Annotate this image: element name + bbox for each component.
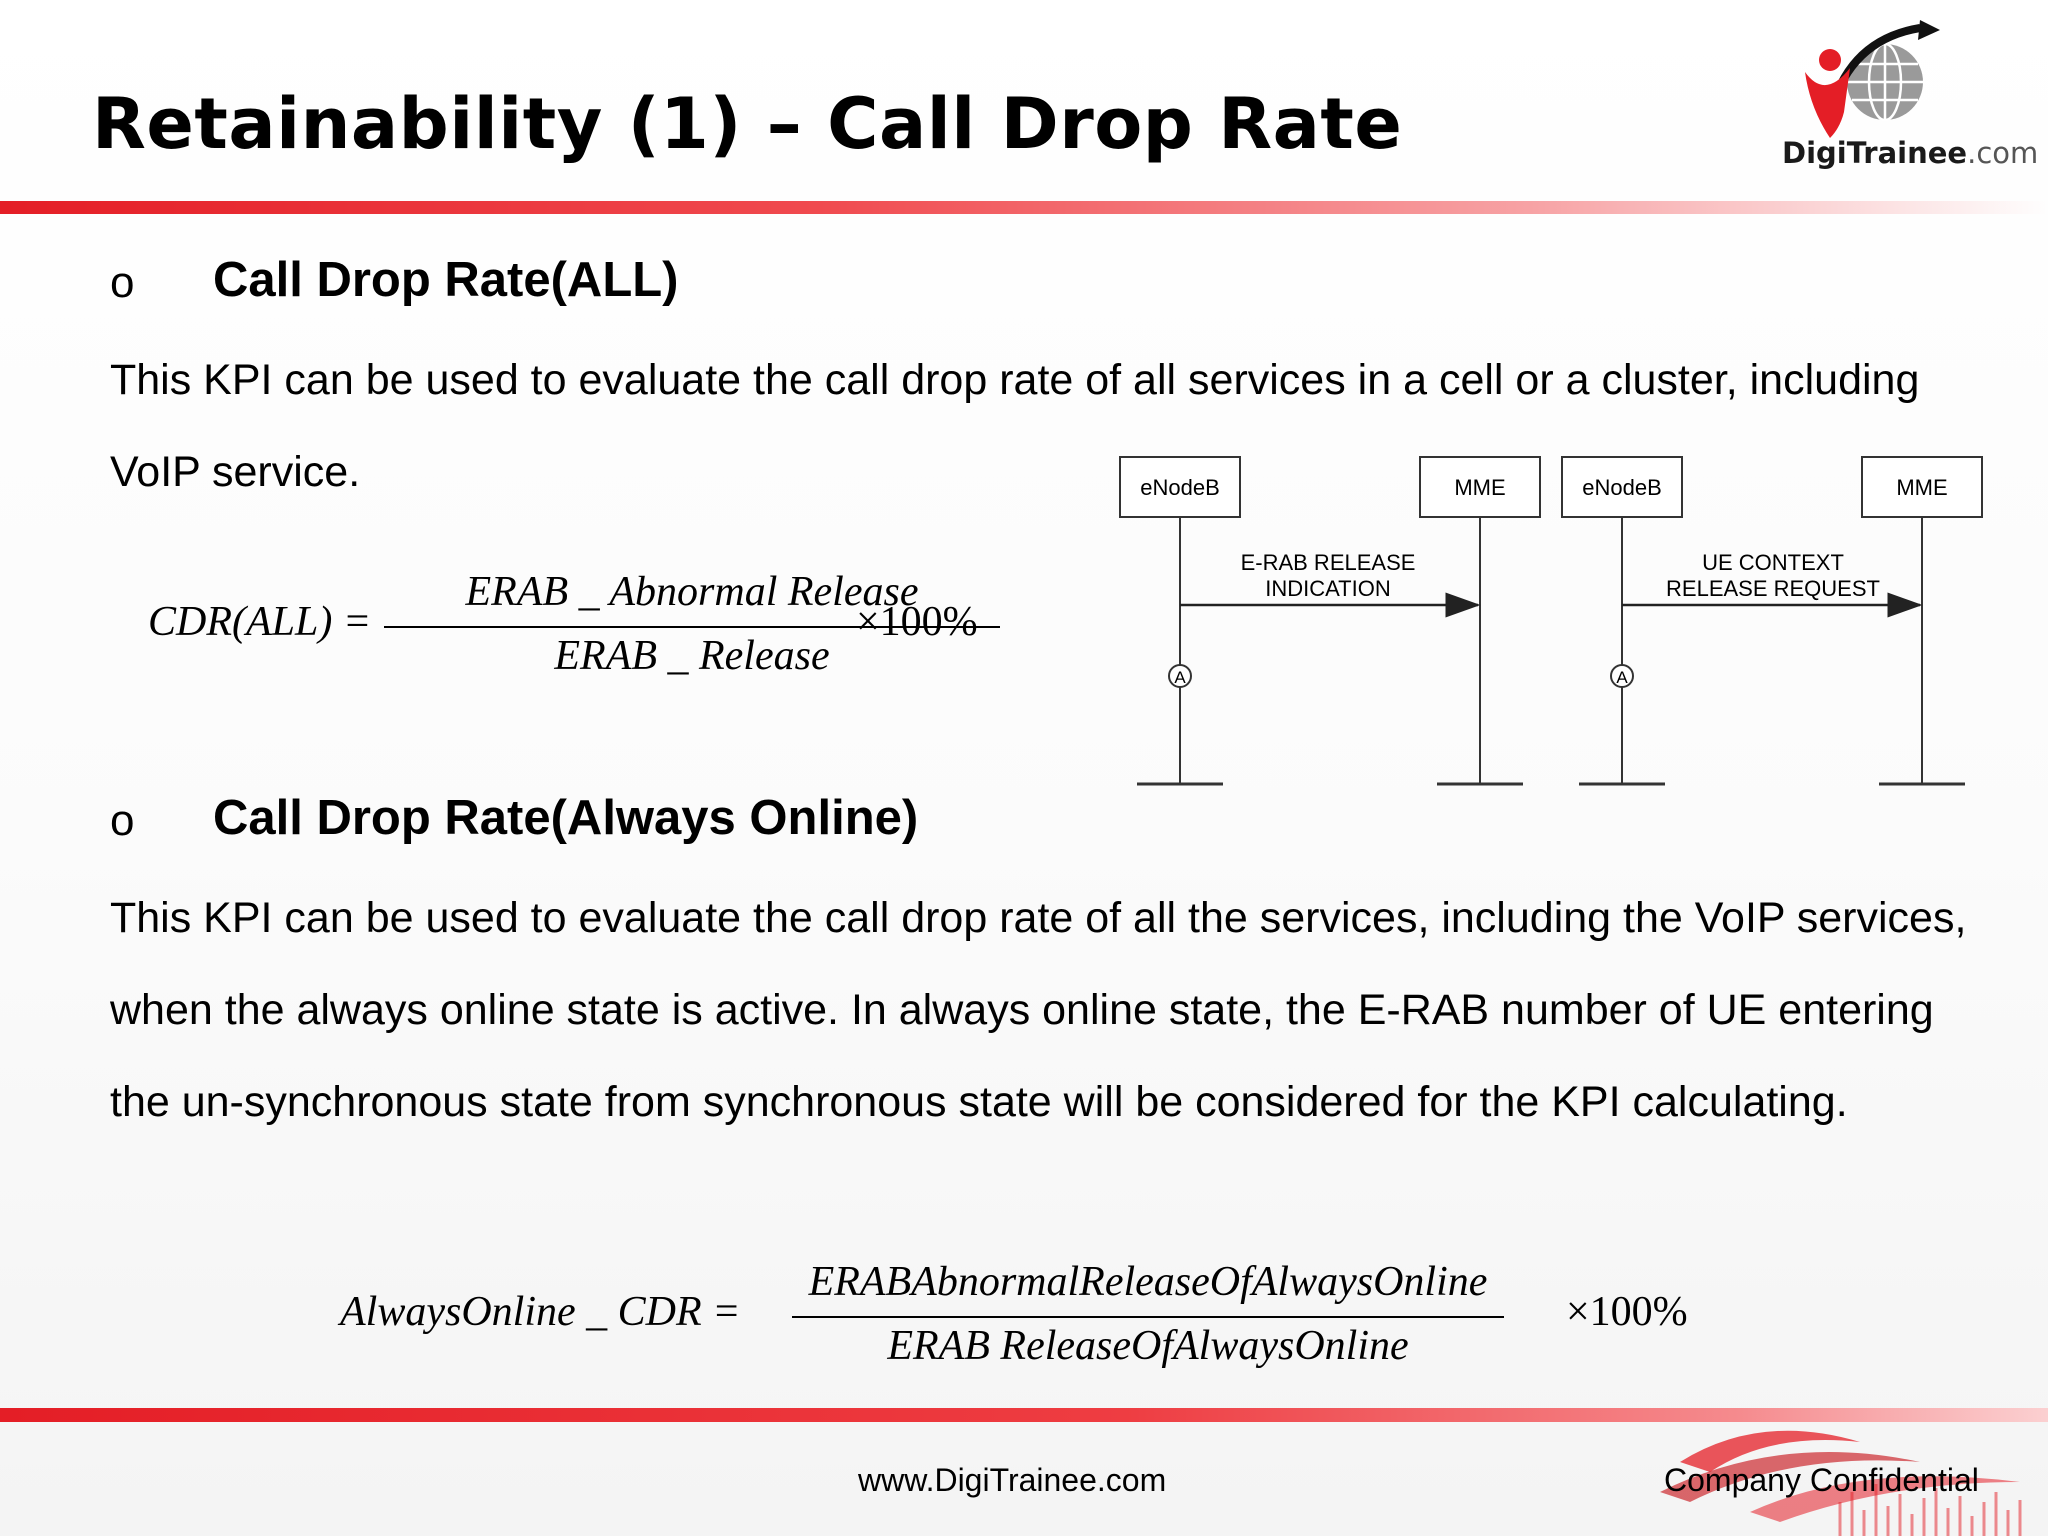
message-label: UE CONTEXT xyxy=(1702,550,1844,575)
formula-lhs: CDR(ALL) = xyxy=(148,599,372,645)
logo-wordmark: DigiTrainee.com xyxy=(1782,136,2039,170)
node-enodeb-label: eNodeB xyxy=(1582,475,1662,500)
node-mme-label: MME xyxy=(1454,475,1506,500)
header-divider xyxy=(0,201,2048,214)
footer-url: www.DigiTrainee.com xyxy=(858,1462,1167,1498)
footer-confidential: Company Confidential xyxy=(1664,1462,1979,1498)
formula-lhs: AlwaysOnline _ CDR = xyxy=(340,1289,741,1335)
message-label: RELEASE REQUEST xyxy=(1666,576,1880,601)
point-marker-label: A xyxy=(1616,668,1628,687)
bullet-circle: o xyxy=(110,258,135,307)
section-heading-always-online: Call Drop Rate(Always Online) xyxy=(213,791,919,845)
diagram-right xyxy=(1562,457,1982,784)
formula-multiplier: ×100% xyxy=(1566,1289,1688,1335)
node-mme-label: MME xyxy=(1896,475,1948,500)
signaling-diagram xyxy=(1115,452,1985,797)
point-marker-label: A xyxy=(1174,668,1186,687)
message-label: INDICATION xyxy=(1265,576,1391,601)
formula-cdr-all xyxy=(148,568,998,688)
formula-denominator: ERAB ReleaseOfAlwaysOnline xyxy=(887,1323,1409,1369)
formula-numerator: ERAB _ Abnormal Release xyxy=(465,569,919,615)
bullet-circle: o xyxy=(110,796,135,845)
diagram-left xyxy=(1120,457,1540,784)
node-enodeb-label: eNodeB xyxy=(1140,475,1220,500)
slide-title: Retainability (1) – Call Drop Rate xyxy=(92,83,1403,165)
formula-numerator: ERABAbnormalReleaseOfAlwaysOnline xyxy=(808,1259,1488,1305)
formula-always-online-cdr xyxy=(340,1258,1740,1378)
section-body-always-online: This KPI can be used to evaluate the call drop rate of all the services, including the VoIP services, when the always online state is active. In always online state, the E-RAB number of UE entering the un-synchronous state from synchronous state will be considered for the KPI calculating. xyxy=(110,894,1967,1126)
section-body-all: This KPI can be used to evaluate the call drop rate of all services in a cell or a cluster, including VoIP service. xyxy=(110,356,1920,496)
formula-multiplier: ×100% xyxy=(856,599,978,645)
message-label: E-RAB RELEASE xyxy=(1240,550,1416,575)
footer-divider xyxy=(0,1408,2048,1422)
fraction-bar xyxy=(792,1316,1504,1318)
formula-denominator: ERAB _ Release xyxy=(554,633,830,679)
section-heading-all: Call Drop Rate(ALL) xyxy=(213,253,679,307)
